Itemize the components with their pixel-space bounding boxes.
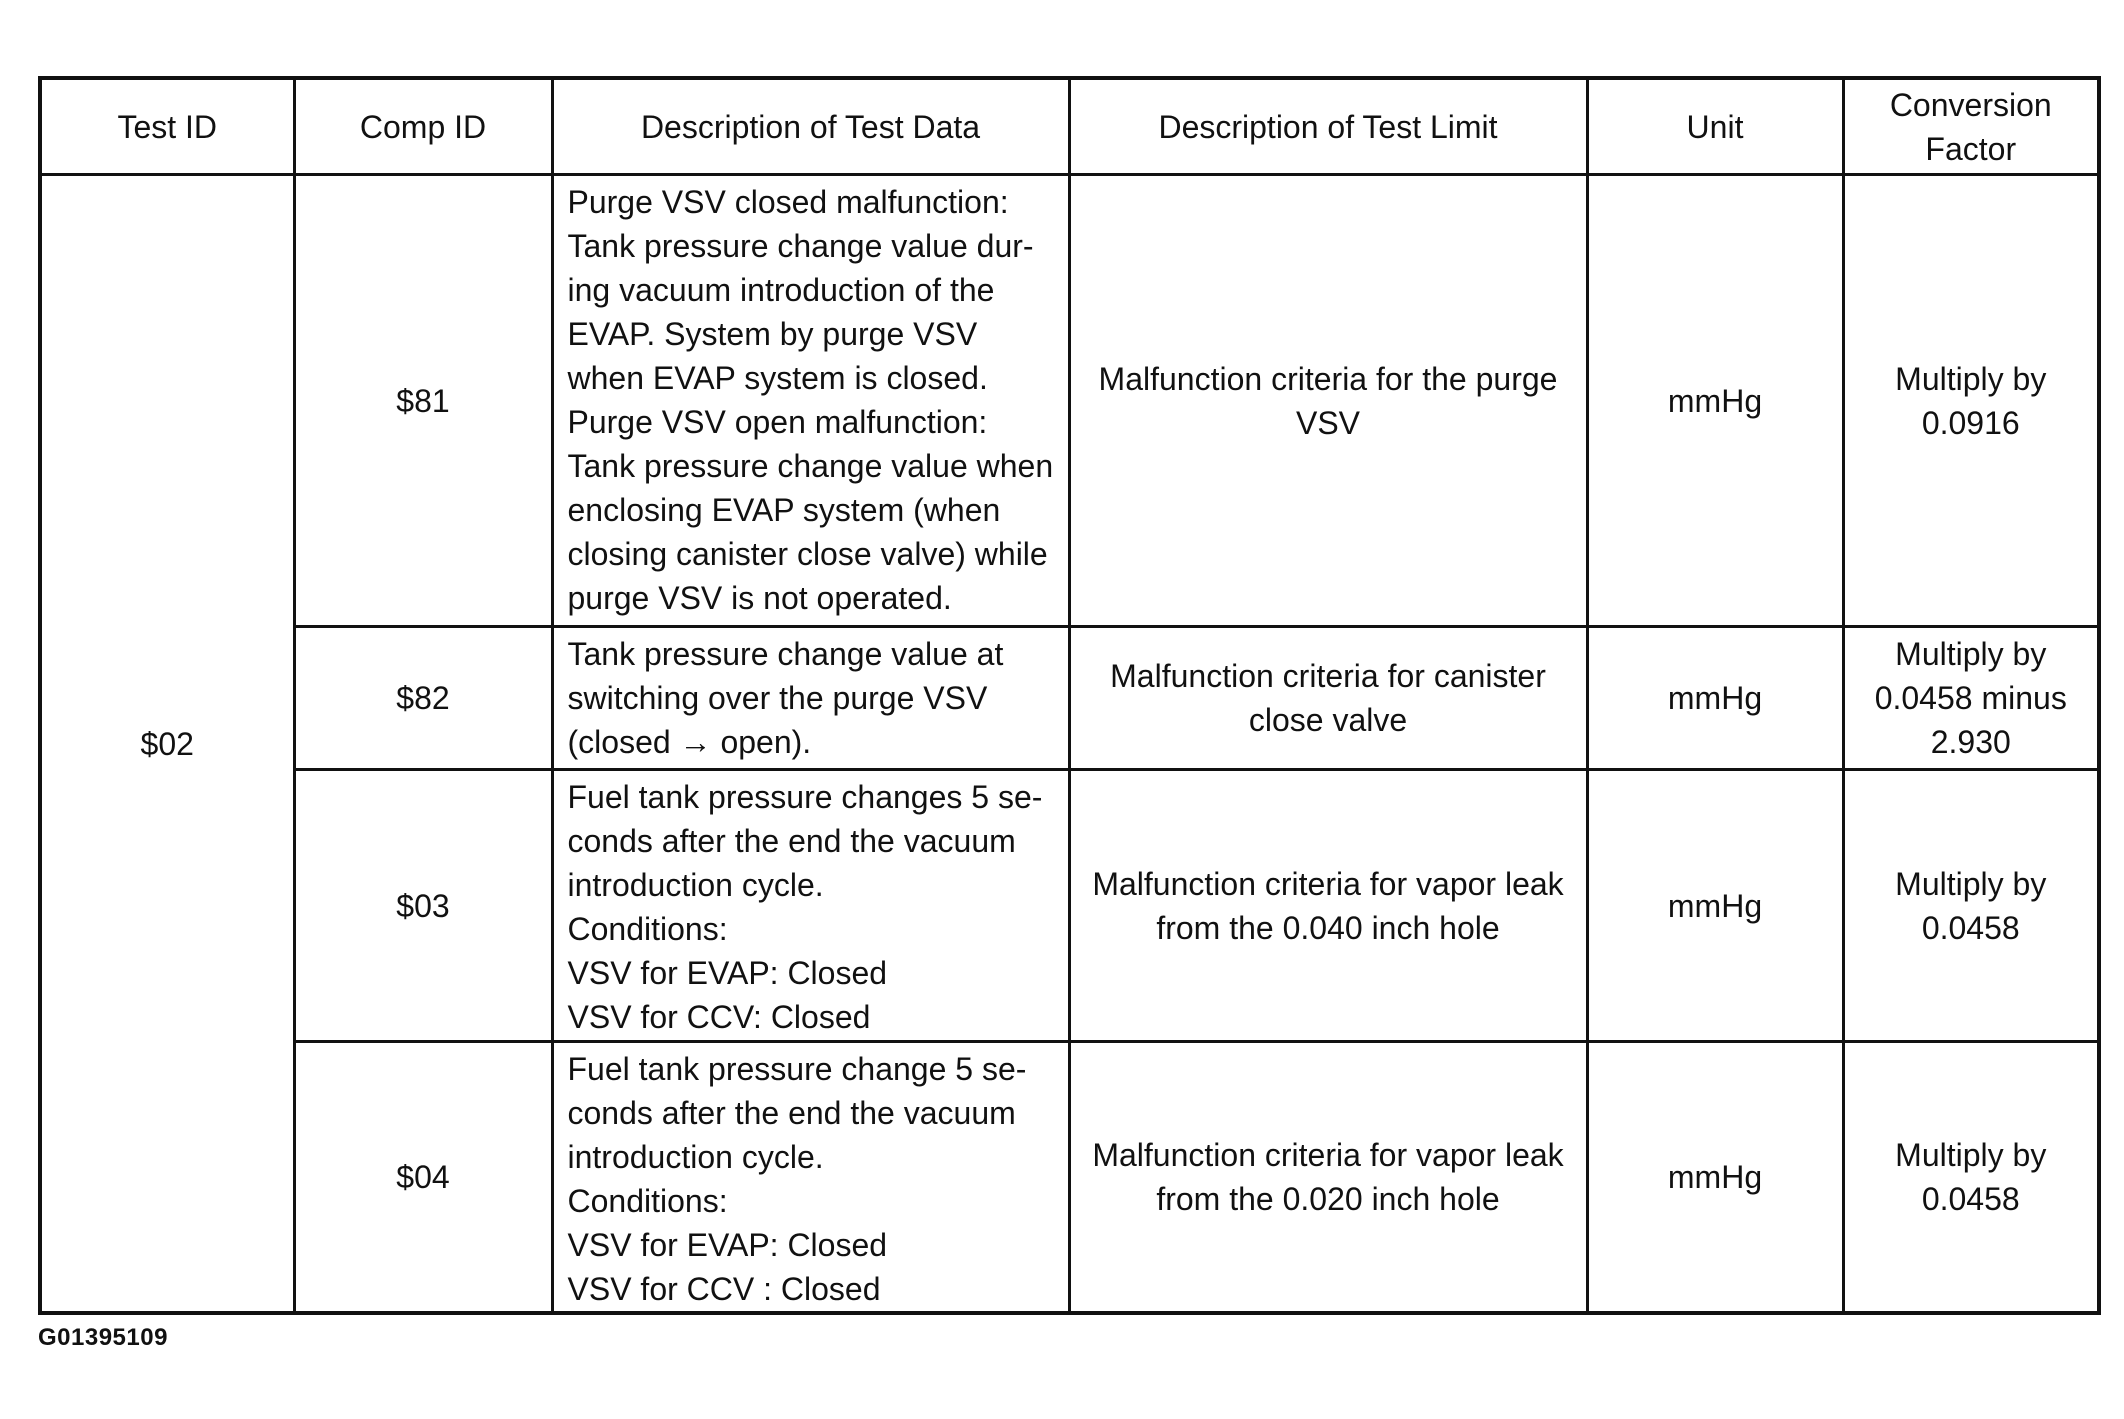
test-data-description-cell	[552, 1042, 1069, 1314]
test-data-description-cell	[552, 175, 1069, 627]
limit-line: Malfunction criteria for vapor leak	[1092, 1137, 1564, 1173]
description-line: Conditions:	[567, 911, 728, 947]
header-conversion-factor	[1843, 78, 2099, 175]
factor-line: Multiply by	[1895, 636, 2047, 672]
description-line: Tank pressure change value at	[567, 636, 1004, 672]
test-data-description-cell	[552, 627, 1069, 770]
description-line: conds after the end the vacuum	[567, 1095, 1016, 1131]
unit-cell: mmHg	[1587, 1042, 1843, 1314]
description-line: Fuel tank pressure change 5 se-	[567, 1051, 1027, 1087]
limit-line: close valve	[1248, 702, 1408, 738]
factor-line: 0.0916	[1921, 404, 2020, 441]
test-id-cell: $02	[40, 175, 294, 1314]
header-description-test-data: Description of Test Data	[552, 78, 1069, 175]
factor-line: Multiply by	[1895, 360, 2047, 397]
table-row	[40, 175, 2099, 627]
description-line: conds after the end the vacuum	[567, 823, 1016, 859]
factor-line: Multiply by	[1895, 1137, 2047, 1173]
description-line: Purge VSV open malfunction:	[567, 404, 988, 440]
limit-line: VSV	[1295, 404, 1361, 441]
description-line: when EVAP system is closed.	[567, 360, 988, 396]
description-line: Conditions:	[567, 1183, 728, 1219]
test-limit-description-cell	[1069, 627, 1587, 770]
description-line: closing canister close valve) while	[567, 536, 1048, 572]
description-line: VSV for CCV : Closed	[567, 1271, 881, 1307]
description-line: introduction cycle.	[567, 867, 824, 903]
table-row	[40, 1042, 2099, 1314]
comp-id-cell: $04	[294, 1042, 552, 1314]
header-conversion-line-1: Conversion	[1889, 86, 2052, 123]
comp-id-cell: $82	[294, 627, 552, 770]
header-test-id: Test ID	[40, 78, 294, 175]
description-line: ing vacuum introduction of the	[567, 272, 995, 308]
header-row	[40, 78, 2099, 175]
comp-id-cell: $81	[294, 175, 552, 627]
header-comp-id: Comp ID	[294, 78, 552, 175]
limit-line: from the 0.020 inch hole	[1156, 1181, 1500, 1217]
limit-line: Malfunction criteria for canister	[1110, 658, 1546, 694]
factor-line: 0.0458	[1921, 909, 2020, 946]
conversion-factor-cell	[1843, 627, 2099, 770]
description-line: VSV for EVAP: Closed	[567, 1227, 888, 1263]
conversion-factor-cell	[1843, 770, 2099, 1042]
factor-line: Multiply by	[1895, 865, 2047, 902]
limit-line: from the 0.040 inch hole	[1156, 909, 1500, 946]
description-line: introduction cycle.	[567, 1139, 824, 1175]
figure-id-label: G01395109	[38, 1324, 168, 1351]
test-data-description-cell	[552, 770, 1069, 1042]
test-limit-description-cell	[1069, 770, 1587, 1042]
description-line: enclosing EVAP system (when	[567, 492, 1001, 528]
test-limit-description-cell	[1069, 175, 1587, 627]
factor-line: 0.0458	[1921, 1181, 2020, 1217]
conversion-factor-cell	[1843, 1042, 2099, 1314]
test-data-table	[38, 76, 2101, 1315]
description-line: switching over the purge VSV	[567, 680, 988, 716]
table-row	[40, 627, 2099, 770]
unit-cell: mmHg	[1587, 175, 1843, 627]
description-line: (closed → open).	[567, 724, 812, 760]
unit-cell: mmHg	[1587, 627, 1843, 770]
header-description-test-limit: Description of Test Limit	[1069, 78, 1587, 175]
limit-line: Malfunction criteria for vapor leak	[1092, 865, 1564, 902]
comp-id-cell: $03	[294, 770, 552, 1042]
limit-line: Malfunction criteria for the purge	[1098, 360, 1558, 397]
description-line: EVAP. System by purge VSV	[567, 316, 978, 352]
test-limit-description-cell	[1069, 1042, 1587, 1314]
description-line: Purge VSV closed malfunction:	[567, 184, 1009, 220]
conversion-factor-cell	[1843, 175, 2099, 627]
description-line: Tank pressure change value dur-	[567, 228, 1034, 264]
table-row	[40, 770, 2099, 1042]
unit-cell: mmHg	[1587, 770, 1843, 1042]
header-conversion-line-2: Factor	[1925, 130, 2017, 167]
factor-line: 2.930	[1930, 724, 2011, 760]
factor-line: 0.0458 minus	[1874, 680, 2067, 716]
description-line: VSV for CCV: Closed	[567, 999, 871, 1035]
description-line: VSV for EVAP: Closed	[567, 955, 888, 991]
description-line: purge VSV is not operated.	[567, 580, 952, 616]
description-line: Tank pressure change value when	[567, 448, 1054, 484]
description-line: Fuel tank pressure changes 5 se-	[567, 779, 1043, 815]
header-unit: Unit	[1587, 78, 1843, 175]
